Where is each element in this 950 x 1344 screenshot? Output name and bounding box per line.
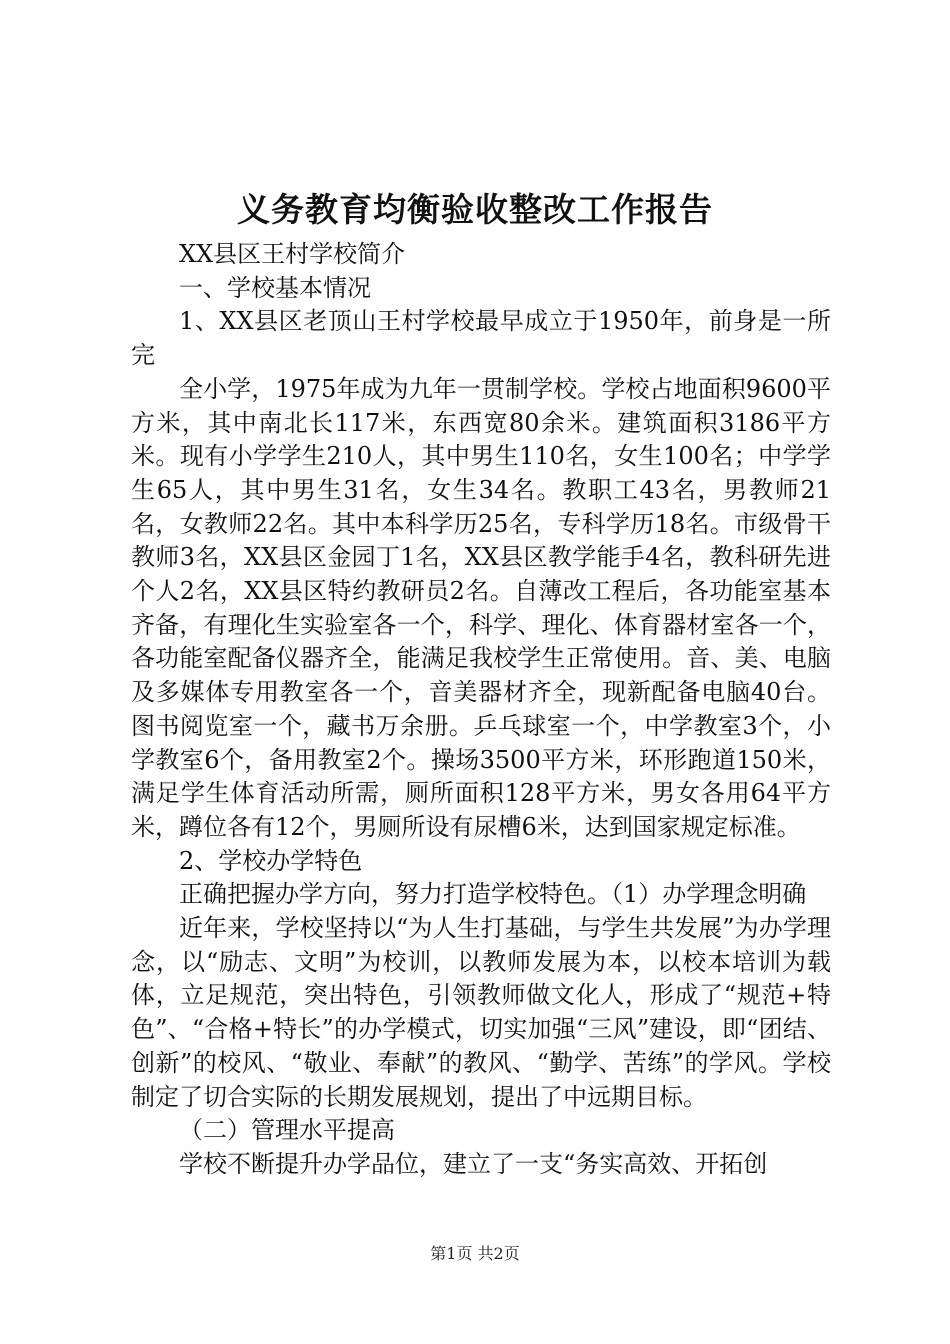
paragraph-section-basic-info: 一、学校基本情况 (179, 273, 371, 302)
paragraph-management-text: 学校不断提升办学品位，建立了一支“务实高效、开拓创 (179, 1149, 768, 1178)
document-body (131, 238, 831, 1182)
document-title: 义务教育均衡验收整改工作报告 (237, 190, 713, 229)
paragraph-philosophy: 近年来，学校坚持以“为人生打基础，与学生共发展”为办学理念，以“励志、文明”为校训，以教师发展为本，以校本培训为载体，立足规范，突出特色，引领教师做文化人，形成了“规范+特色”、“合格+特长”的办学模式，切实加强“三风”建设，即“团结、创新”的校风、“敬业、奉献”的教风、“勤学、苦练”的学风。学校制定了切合实际的长期发展规划，提出了中远期目标。 (131, 914, 831, 1111)
paragraph-founding: 1、XX县区老顶山王村学校最早成立于1950年，前身是一所完 (131, 307, 831, 370)
page-footer: 第1页 共2页 (430, 1244, 520, 1263)
paragraph-section-management: （二）管理水平提高 (179, 1116, 395, 1145)
paragraph-school-intro-heading: XX县区王村学校简介 (179, 240, 406, 268)
paragraph-direction: 正确把握办学方向，努力打造学校特色。（1）办学理念明确 (179, 880, 807, 909)
paragraph-section-features: 2、学校办学特色 (179, 846, 363, 875)
paragraph-school-facts: 全小学，1975年成为九年一贯制学校。学校占地面积9600平方米，其中南北长117米，东西宽80余米。建筑面积3186平方米。现有小学学生210人，其中男生110名，女生100名；中学学生65人，其中男生31名，女生34名。教职工43名，男教师21名，女教师22名。其中本科学历25名，专科学历18名。市级骨干教师3名，XX县区金园丁1名，XX县区教学能手4名，教科研先进个人2名，XX县区特约教研员2名。自薄改工程后，各功能室基本齐备，有理化生实验室各一个，科学、理化、体育器材室各一个，各功能室配备仪器齐全，能满足我校学生正常使用。音、美、电脑及多媒体专用教室各一个，音美器材齐全，现新配备电脑40台。图书阅览室一个，藏书万余册。乒乓球室一个，中学教室3个，小学教室6个，备用教室2个。操场3500平方米，环形跑道150米，满足学生体育活动所需，厕所面积128平方米，男女各用64平方米，蹲位各有12个，男厕所设有尿槽6米，达到国家规定标准。 (131, 374, 831, 841)
